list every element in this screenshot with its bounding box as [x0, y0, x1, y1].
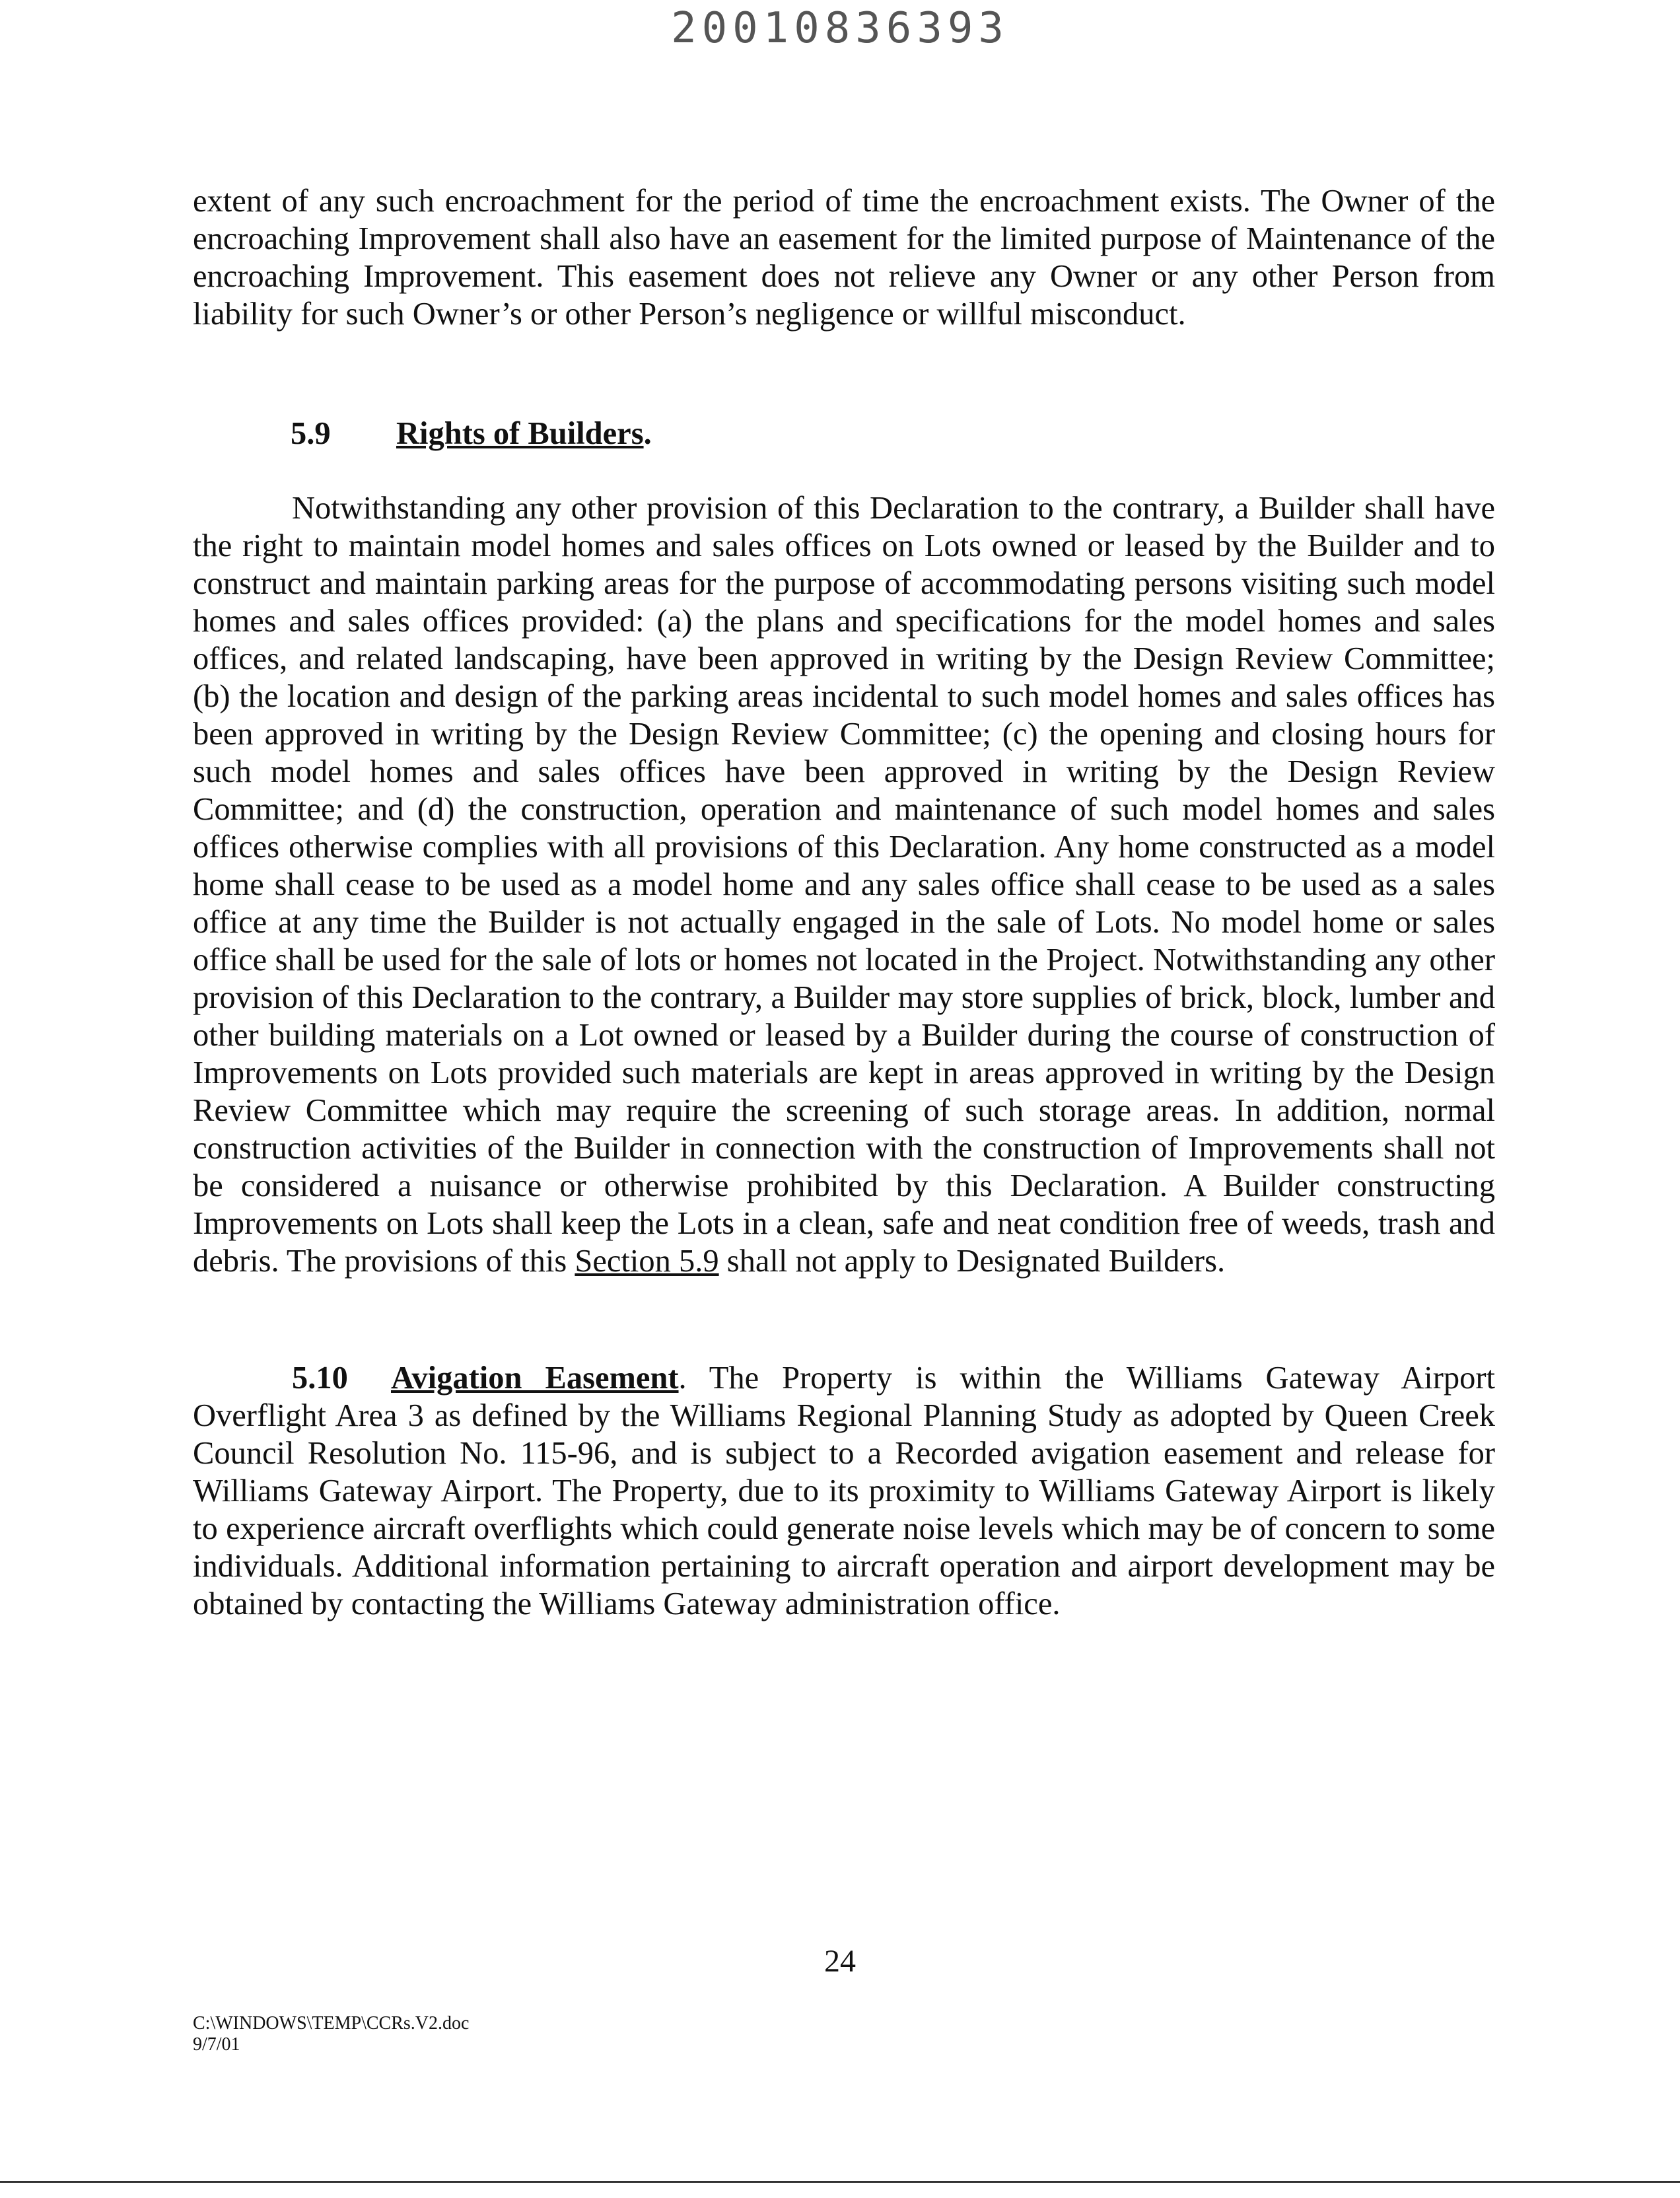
file-path: C:\WINDOWS\TEMP\CCRs.V2.doc: [193, 2013, 470, 2034]
section-5-9-number: 5.9: [291, 416, 331, 451]
section-5-10-number: 5.10: [292, 1361, 348, 1396]
section-5-9-cross-reference: Section 5.9: [575, 1244, 719, 1279]
section-5-9-heading: [291, 415, 652, 452]
section-5-9-body-text: Notwithstanding any other provision of this Declaration to the contrary, a Builder shall have the right to maintain model homes and sales offices on Lots owned or leased by the Builder and to construct and maintain parking areas for the purpose of accommodating persons visiting such model homes and sales offices provided: (a) the plans and specifications for the model homes and sales offices, and related landscaping, have been approved in writing by the Design Review Committee; (b) the location and design of the parking areas incidental to such model homes and sales offices has been approved in writing by the Design Review Committee; (c) the opening and closing hours for such model homes and sales offices have been approved in writing by the Design Review Committee; and (d) the construction, operation and maintenance of such model homes and sales offices otherwise complies with all provisions of this Declaration. Any home constructed as a model home shall cease to be used as a model home and any sales office shall cease to be used as a sales office at any time the Builder is not actually engaged in the sale of Lots. No model home or sales office shall be used for the sale of lots or homes not located in the Project. Notwithstanding any other provision of this Declaration to the contrary, a Builder may store supplies of brick, block, lumber and other building materials on a Lot owned or leased by a Builder during the course of construction of Improvements on Lots provided such materials are kept in areas approved in writing by the Design Review Committee which may require the screening of such storage areas. In addition, normal construction activities of the Builder in connection with the construction of Improvements shall not be considered a nuisance or otherwise prohibited by this Declaration. A Builder constructing Improvements on Lots shall keep the Lots in a clean, safe and neat condition free of weeds, trash and debris. The provisions of this: [193, 491, 1495, 1279]
section-5-10-title: Avigation Easement: [391, 1361, 679, 1396]
bottom-rule: [0, 2181, 1680, 2183]
section-5-9-body-tail: shall not apply to Designated Builders.: [718, 1244, 1226, 1279]
section-5-10-paragraph: [193, 1359, 1495, 1623]
section-5-9-body: [193, 489, 1495, 1280]
recording-number: 20010836393: [671, 4, 1009, 53]
page-number: 24: [824, 1944, 856, 1979]
section-5-10-body: The Property is within the Williams Gateway Airport Overflight Area 3 as defined by the Williams Regional Planning Study as adopted by Queen Creek Council Resolution No. 115-96, and is subject to a Recorded avigation easement and release for Williams Gateway Airport. The Property, due to its proximity to Williams Gateway Airport is likely to experience aircraft overflights which could generate noise levels which may be of concern to some individuals. Additional information pertaining to aircraft operation and airport development may be obtained by contacting the Williams Gateway administration office.: [193, 1361, 1495, 1621]
continuation-paragraph: extent of any such encroachment for the period of time the encroachment exists. The Owner of the encroaching Improvement shall also have an easement for the limited purpose of Maintenance of the encroaching Improvement. This easement does not relieve any Owner or any other Person from liability for such Owner’s or other Person’s negligence or willful misconduct.: [193, 184, 1495, 332]
section-5-9-title-punct: .: [643, 416, 652, 451]
section-5-10-title-punct: .: [678, 1361, 687, 1396]
section-5-9-title: Rights of Builders: [396, 416, 644, 451]
file-date: 9/7/01: [193, 2034, 240, 2055]
